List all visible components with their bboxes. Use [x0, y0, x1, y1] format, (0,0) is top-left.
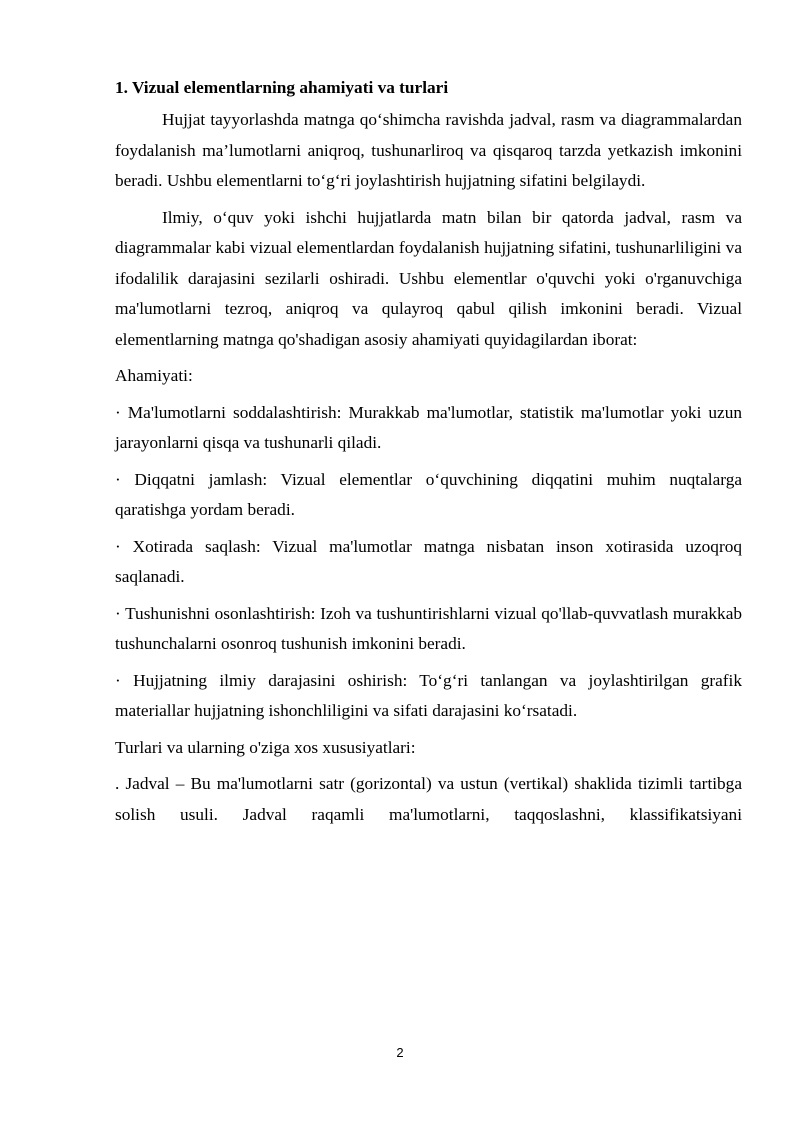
paragraph-ahamiyati-label: Ahamiyati:: [115, 366, 193, 385]
bullet-item-simplify: · Ma'lumotlarni soddalashtirish: Murakkab ma'lumotlar, statistik ma'lumotlar yoki uzun jarayonlarni qisqa va tushunarli qiladi.: [115, 402, 742, 452]
bullet-item-understanding: · Tushunishni osonlashtirish: Izoh va tushuntirishlarni vizual qo'llab-quvvatlash murakkab tushunchalarni osonroq tushunish imkonini beradi.: [115, 603, 742, 653]
paragraph-table-definition: . Jadval – Bu ma'lumotlarni satr (gorizontal) va ustun (vertikal) shaklida tizimli tartibga solish usuli. Jadval raqamli ma'lumotlarni, taqqoslashni, klassifikatsiyani: [115, 774, 742, 824]
paragraph-intro: Hujjat tayyorlashda matnga qo‘shimcha ravishda jadval, rasm va diagrammalardan foydalanish ma’lumotlarni aniqroq, tushunarliroq va qisqaroq tarzda yetkazish imkonini beradi. Ushbu elementlarni to‘g‘ri joylashtirish hujjatning sifatini belgilaydi.: [115, 110, 742, 190]
section-heading: 1. Vizual elementlarning ahamiyati va turlari: [115, 78, 449, 97]
bullet-item-memory: · Xotirada saqlash: Vizual ma'lumotlar matnga nisbatan inson xotirasida uzoqroq saqlanadi.: [115, 536, 742, 586]
page-number: 2: [396, 1045, 404, 1060]
bullet-item-scientific-level: · Hujjatning ilmiy darajasini oshirish: To‘g‘ri tanlangan va joylashtirilgan grafik materiallar hujjatning ishonchliligini va sifati darajasini ko‘rsatadi.: [115, 670, 742, 720]
paragraph-types-label: Turlari va ularning o'ziga xos xususiyatlari:: [115, 737, 416, 757]
page-content: [115, 72, 742, 836]
paragraph-importance: Ilmiy, o‘quv yoki ishchi hujjatlarda matn bilan bir qatorda jadval, rasm va diagrammalar kabi vizual elementlardan foydalanish hujjatning sifatini, tushunarliligini va ifodalilik darajasini sezilarli oshiradi. Ushbu elementlar o'quvchi yoki o'rganuvchiga ma'lumotlarni tezroq, aniqroq va qulayroq qabul qilish imkonini beradi. Vizual elementlarning matnga qo'shadigan asosiy ahamiyati quyidagilardan iborat:: [115, 207, 742, 349]
bullet-item-focus: · Diqqatni jamlash: Vizual elementlar o‘quvchining diqqatini muhim nuqtalarga qaratishga yordam beradi.: [115, 469, 742, 519]
